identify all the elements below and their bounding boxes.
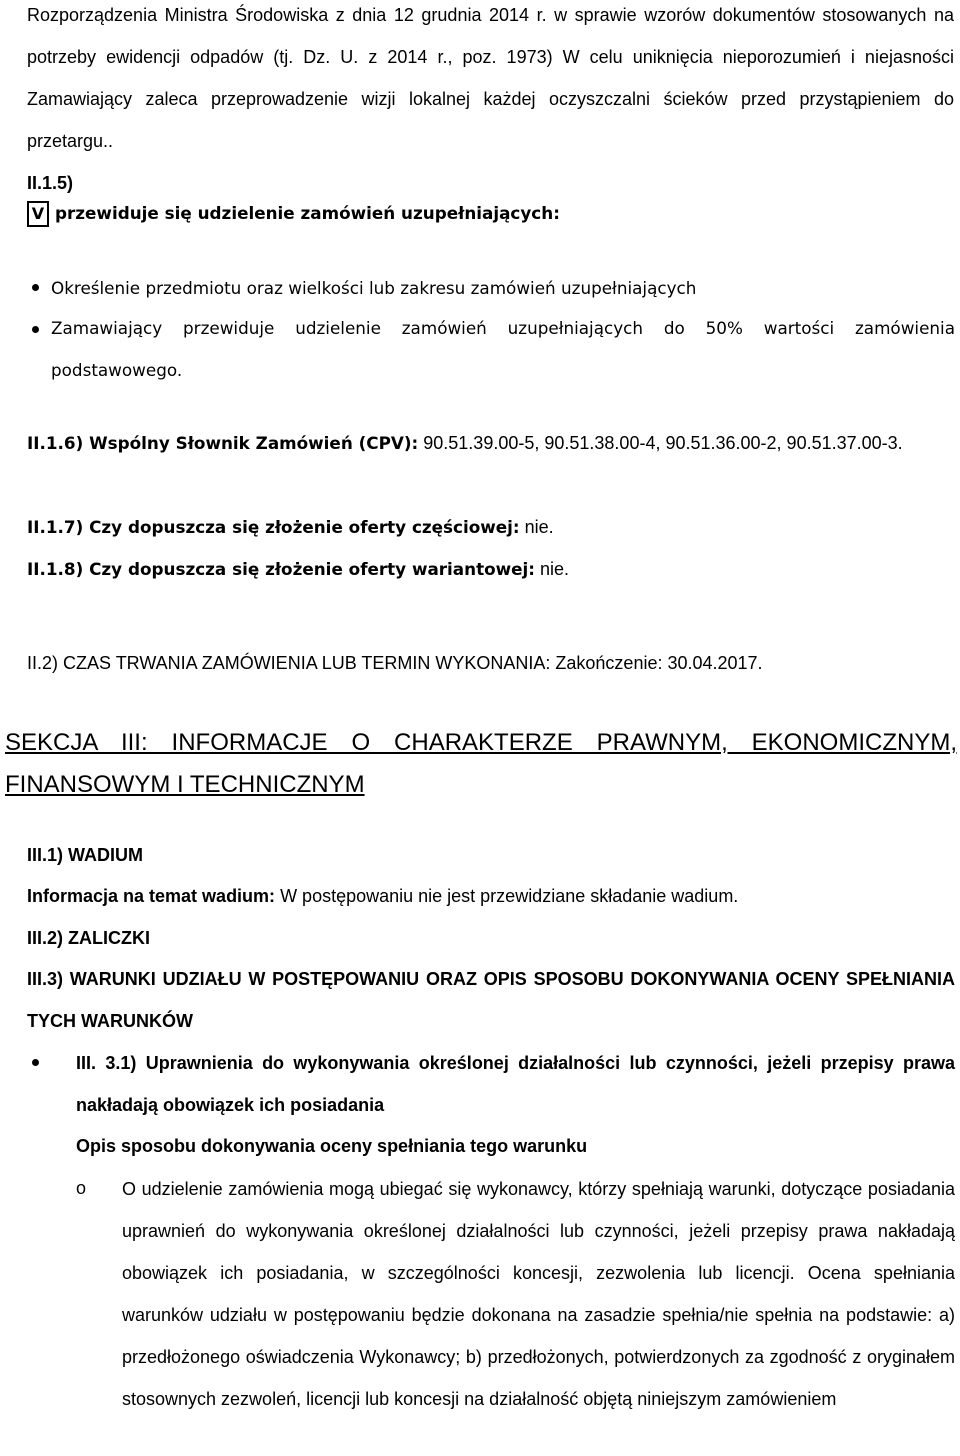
bullet-icon xyxy=(32,326,39,333)
partial-offer-value: nie. xyxy=(519,517,554,537)
cpv-paragraph xyxy=(27,422,954,464)
deposit-info-label: Informacja na temat wadium: xyxy=(27,886,276,906)
supplementary-orders-label: przewiduje się udzielenie zamówień uzupełniających: xyxy=(55,203,560,223)
supplementary-orders-row xyxy=(27,199,560,227)
section-heading-II-1-5: II.1.5) xyxy=(27,173,74,193)
duration-row xyxy=(27,651,763,675)
variant-offer-value: nie. xyxy=(534,559,570,579)
section-heading-III-3: III.3) WARUNKI UDZIAŁU W POSTĘPOWANIU ORAZ OPIS SPOSOBU DOKONYWANIA OCENY SPEŁNIANIA TYCH WARUNKÓW xyxy=(27,969,955,1031)
partial-offer-label: II.1.7) Czy dopuszcza się złożenie oferty częściowej: xyxy=(27,517,520,537)
bullet-item-percentage: Zamawiający przewiduje udzielenie zamówień uzupełniających do 50% wartości zamówienia podstawowego. xyxy=(51,318,955,380)
variant-offer-label: II.1.8) Czy dopuszcza się złożenie oferty wariantowej: xyxy=(27,559,535,579)
cpv-codes: 90.51.39.00-5, 90.51.38.00-4, 90.51.36.00-2, 90.51.37.00-3. xyxy=(418,433,903,453)
bullet-item-scope: Określenie przedmiotu oraz wielkości lub zakresu zamówień uzupełniających xyxy=(51,278,697,298)
duration-value: Zakończenie: 30.04.2017. xyxy=(550,653,763,673)
section-heading-III-1: III.1) WADIUM xyxy=(27,845,143,865)
deposit-info-value: W postępowaniu nie jest przewidziane składanie wadium. xyxy=(275,886,739,906)
variant-offer-row xyxy=(27,557,569,581)
deposit-info-row xyxy=(27,884,738,908)
permits-assessment-heading: Opis sposobu dokonywania oceny spełniania tego warunku xyxy=(76,1136,588,1156)
bullet-icon xyxy=(32,284,39,291)
permits-conditions-text: O udzielenie zamówienia mogą ubiegać się wykonawcy, którzy spełniają warunki, dotyczące posiadania uprawnień do wykonywania określonej działalności lub czynności, jeżeli przepisy prawa nakładają obowiązek ich posiadania, w szczególności koncesji, zezwolenia lub licencji. Ocena spełniania warunków udziału w postępowaniu będzie dokonana na zasadzie spełnia/nie spełnia na podstawie: a) przedłożonego oświadczenia Wykonawcy; b) przedłożonych, potwierdzonych za zgodność z oryginałem stosownych zezwoleń, licencji lub koncesji na działalność objętą niniejszym zamówieniem xyxy=(122,1179,955,1409)
duration-label: II.2) CZAS TRWANIA ZAMÓWIENIA LUB TERMIN WYKONANIA: xyxy=(27,653,551,673)
section-III-title: SEKCJA III: INFORMACJE O CHARAKTERZE PRAWNYM, EKONOMICZNYM, FINANSOWYM I TECHNICZNYM xyxy=(5,729,957,798)
circle-bullet-icon: o xyxy=(76,1178,87,1198)
permits-heading: III. 3.1) Uprawnienia do wykonywania określonej działalności lub czynności, jeżeli przepisy prawa nakładają obowiązek ich posiadania xyxy=(76,1053,955,1115)
section-heading-III-2: III.2) ZALICZKI xyxy=(27,928,150,948)
checkbox-marked[interactable]: V xyxy=(27,201,49,227)
partial-offer-row xyxy=(27,515,554,539)
bullet-icon xyxy=(32,1059,39,1066)
intro-paragraph: Rozporządzenia Ministra Środowiska z dnia 12 grudnia 2014 r. w sprawie wzorów dokumentów stosowanych na potrzeby ewidencji odpadów (tj. Dz. U. z 2014 r., poz. 1973) W celu uniknięcia nieporozumień i niejasności Zamawiający zaleca przeprowadzenie wizji lokalnej każdej oczyszczalni ścieków przed przystąpieniem do przetargu.. xyxy=(27,5,954,151)
cpv-label: II.1.6) Wspólny Słownik Zamówień (CPV): xyxy=(27,433,419,453)
